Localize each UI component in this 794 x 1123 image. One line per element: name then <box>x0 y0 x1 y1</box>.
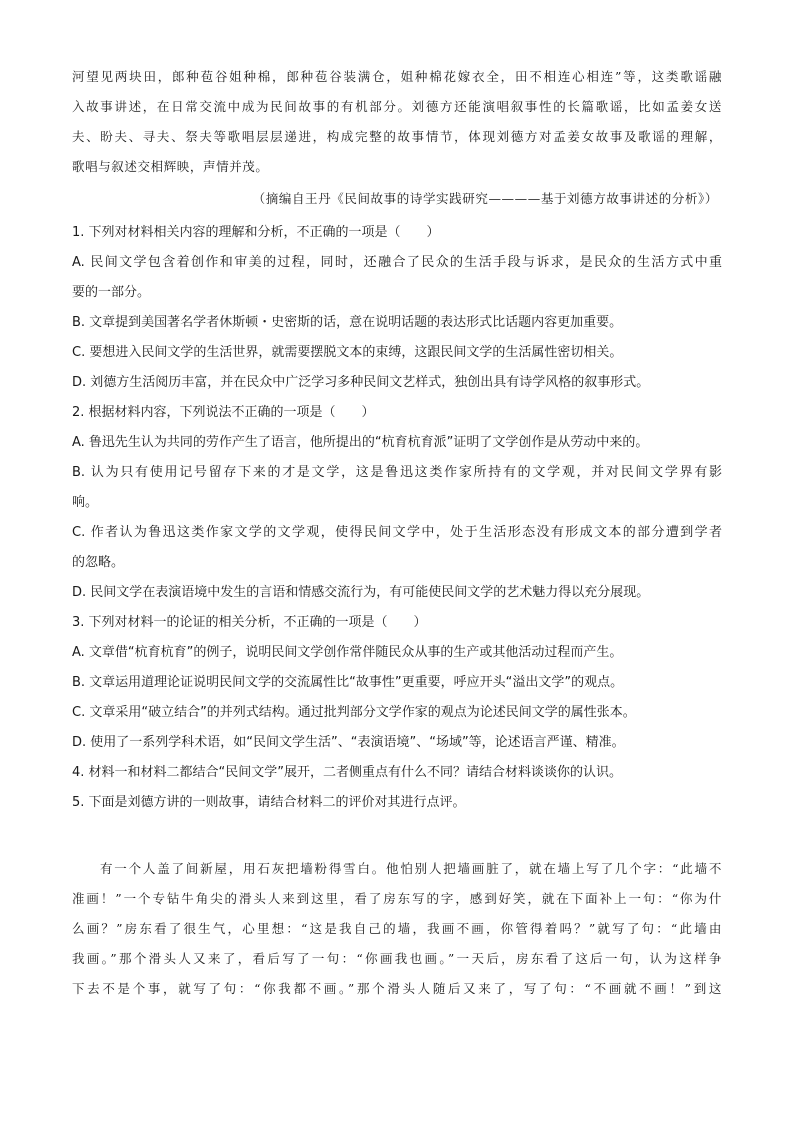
passage-top <box>72 62 722 182</box>
question-3-option-a: A. 文章借“杭育杭育”的例子，说明民间文学创作常伴随民众从事的生产或其他活动过程而产生。 <box>72 645 623 660</box>
story-line: 有一个人盖了间新屋，用石灰把墙粉得雪白。他怕别人把墙画脏了，就在墙上写了几个字：“此墙不 <box>100 861 722 876</box>
story-line: 我画。”那个滑头人又来了，看后写了一句：“你画我也画。”一天后，房东看了这后一句，认为这样争 <box>72 951 722 966</box>
question-1-option-b: B. 文章提到美国著名学者休斯顿・史密斯的话，意在说明话题的表达形式比话题内容更加重要。 <box>72 315 623 330</box>
question-1-option-a-cont: 要的一部分。 <box>72 285 151 300</box>
question-2-stem: 2. 根据材料内容，下列说法不正确的一项是（ ） <box>72 405 375 420</box>
question-3-option-d: D. 使用了一系列学科术语，如“民间文学生活”、“表演语境”、“场域”等，论述语言严谨、精准。 <box>72 735 625 750</box>
question-2-option-c: C. 作者认为鲁迅这类作家文学的文学观，使得民间文学中，处于生活形态没有形成文本的部分遭到学者 <box>72 525 722 540</box>
question-1-option-d: D. 刘德方生活阅历丰富，并在民众中广泛学习多种民间文艺样式，独创出具有诗学风格的叙事形式。 <box>72 375 650 390</box>
question-4-stem: 4. 材料一和材料二都结合“民间文学”展开，二者侧重点有什么不同？请结合材料谈谈你的认识。 <box>72 765 623 780</box>
question-2-option-d: D. 民间文学在表演语境中发生的言语和情感交流行为，有可能使民间文学的艺术魅力得以充分展现。 <box>72 585 650 600</box>
passage-line: 夫、盼夫、寻夫、祭夫等歌唱层层递进，构成完整的故事情节，体现刘德方对孟姜女故事及歌谣的理解， <box>72 129 722 144</box>
story-passage <box>72 854 722 1004</box>
question-2-option-b: B. 认为只有使用记号留存下来的才是文学，这是鲁迅这类作家所持有的文学观，并对民间文学界有影 <box>72 465 722 480</box>
question-5-stem: 5. 下面是刘德方讲的一则故事，请结合材料二的评价对其进行点评。 <box>72 795 466 810</box>
passage-line: 入故事讲述，在日常交流中成为民间故事的有机部分。刘德方还能演唱叙事性的长篇歌谣，比如孟姜女送 <box>72 99 722 114</box>
question-2-option-c-cont: 的忽略。 <box>72 555 125 570</box>
questions-section <box>72 218 722 818</box>
question-2-option-b-cont: 响。 <box>72 495 99 510</box>
question-2-option-a: A. 鲁迅先生认为共同的劳作产生了语言，他所提出的“杭育杭育派”证明了文学创作是从劳动中来的。 <box>72 435 649 450</box>
citation: （摘编自王丹《民间故事的诗学实践研究————基于刘德方故事讲述的分析》） <box>252 191 718 206</box>
question-1-option-a: A. 民间文学包含着创作和审美的过程，同时，还融合了民众的生活手段与诉求，是民众的生活方式中重 <box>72 255 722 270</box>
story-line: 准画！”一个专钻牛角尖的滑头人来到这里，看了房东写的字，感到好笑，就在下面补上一句：“你为什 <box>72 891 722 906</box>
question-1-stem: 1. 下列对材料相关内容的理解和分析，不正确的一项是（ ） <box>72 225 440 240</box>
question-3-option-b: B. 文章运用道理论证说明民间文学的交流属性比“故事性”更重要，呼应开头“溢出文学”的观点。 <box>72 675 624 690</box>
passage-line: 河望见两块田，郎种苞谷姐种棉，郎种苞谷装满仓，姐种棉花嫁衣全，田不相连心相连”等，这类歌谣融 <box>72 69 722 84</box>
passage-line: 歌唱与叙述交相辉映，声情并茂。 <box>72 159 269 174</box>
story-line: 么画？”房东看了很生气，心里想：“这是我自己的墙，我画不画，你管得着吗？”就写了句：“此墙由 <box>72 921 722 936</box>
story-line: 下去不是个事，就写了句：“你我都不画。”那个滑头人随后又来了，写了句：“不画就不画！”到这 <box>72 981 722 996</box>
question-3-stem: 3. 下列对材料一的论证的相关分析，不正确的一项是（ ） <box>72 615 427 630</box>
question-1-option-c: C. 要想进入民间文学的生活世界，就需要摆脱文本的束缚，这跟民间文学的生活属性密切相关。 <box>72 345 623 360</box>
question-3-option-c: C. 文章采用“破立结合”的并列式结构。通过批判部分文学作家的观点为论述民间文学的属性张本。 <box>72 705 636 720</box>
